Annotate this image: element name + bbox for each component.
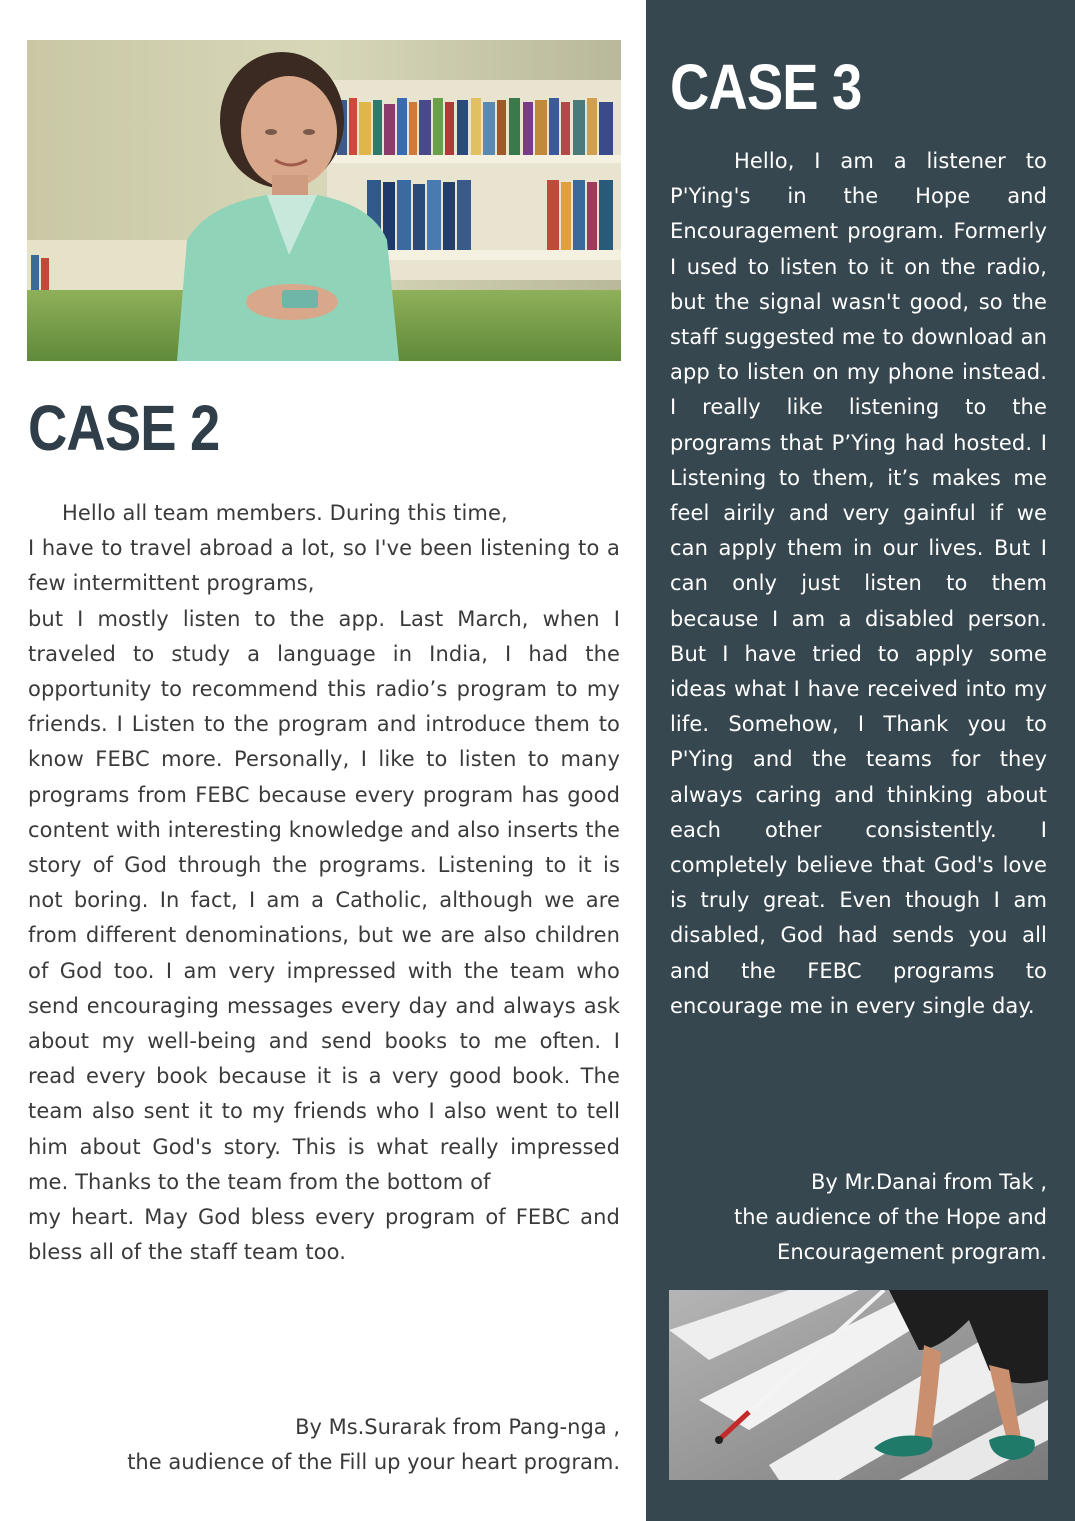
case3-paragraph-text: Hello, I am a listener to P'Ying's in the Hope and Encouragement program. Formerly I used to listen to it on the radio, but the signal wasn't good, so the staff suggested me to download an app to listen on my phone instead. I really like listening to the programs that P’Ying had hosted. I Listening to them, it’s makes me feel airily and very gainful if we can apply them in our lives. But I can only just listen to them because I am a disabled person. But I have tried to apply some ideas what I have received into my life. Somehow, I Thank you to P'Ying and the teams for they always caring and thinking about each other consistently. I completely believe that God's love is truly great. Even though I am disabled, God had sends you all and the FEBC programs to encourage me in every single day. — [670, 149, 1047, 1018]
case2-paragraph — [28, 496, 620, 1270]
case2-paragraph-line: but I mostly listen to the app. Last March, when I traveled to study a language in India, I had the opportunity to recommend this radio’s program to my friends. I Listen to the program and introduce them to know FEBC more. Personally, I like to listen to many programs from FEBC because every program has good content with interesting knowledge and also inserts the story of God through the programs. Listening to it is not boring. In fact, I am a Catholic, although we are from different denominations, but we are also children of God too. I am very impressed with the team who send encouraging messages every day and always ask about my well-being and send books to me often. I read every book because it is a very good book. The team also sent it to my friends who I also went to tell him about God's story. This is what really impressed me. Thanks to the team from the bottom of — [28, 606, 620, 1194]
case2-signature-program: the audience of the Fill up your heart program. — [127, 1450, 620, 1475]
case3-signature — [734, 1165, 1047, 1271]
case2-paragraph-line: Hello all team members. During this time, — [62, 501, 508, 525]
case3-title: CASE 3 — [670, 51, 862, 123]
case2-signature — [127, 1410, 620, 1480]
case3-signature-author: By Mr.Danai from Tak , — [810, 1170, 1047, 1194]
photo-cane-crosswalk — [669, 1290, 1048, 1480]
case2-paragraph-line: I have to travel abroad a lot, so I've been listening to a few intermittent programs, — [28, 536, 620, 596]
case2-title: CASE 2 — [28, 392, 220, 464]
case3-paragraph — [670, 144, 1047, 1024]
case3-signature-program-cont: Encouragement program. — [777, 1240, 1047, 1265]
case3-signature-program: the audience of the Hope and — [734, 1205, 1047, 1230]
case2-paragraph-line: my heart. May God bless every program of FEBC and bless all of the staff team too. — [28, 1205, 620, 1265]
photo-woman-library — [27, 40, 621, 361]
case2-signature-author: By Ms.Surarak from Pang-nga , — [295, 1415, 620, 1439]
